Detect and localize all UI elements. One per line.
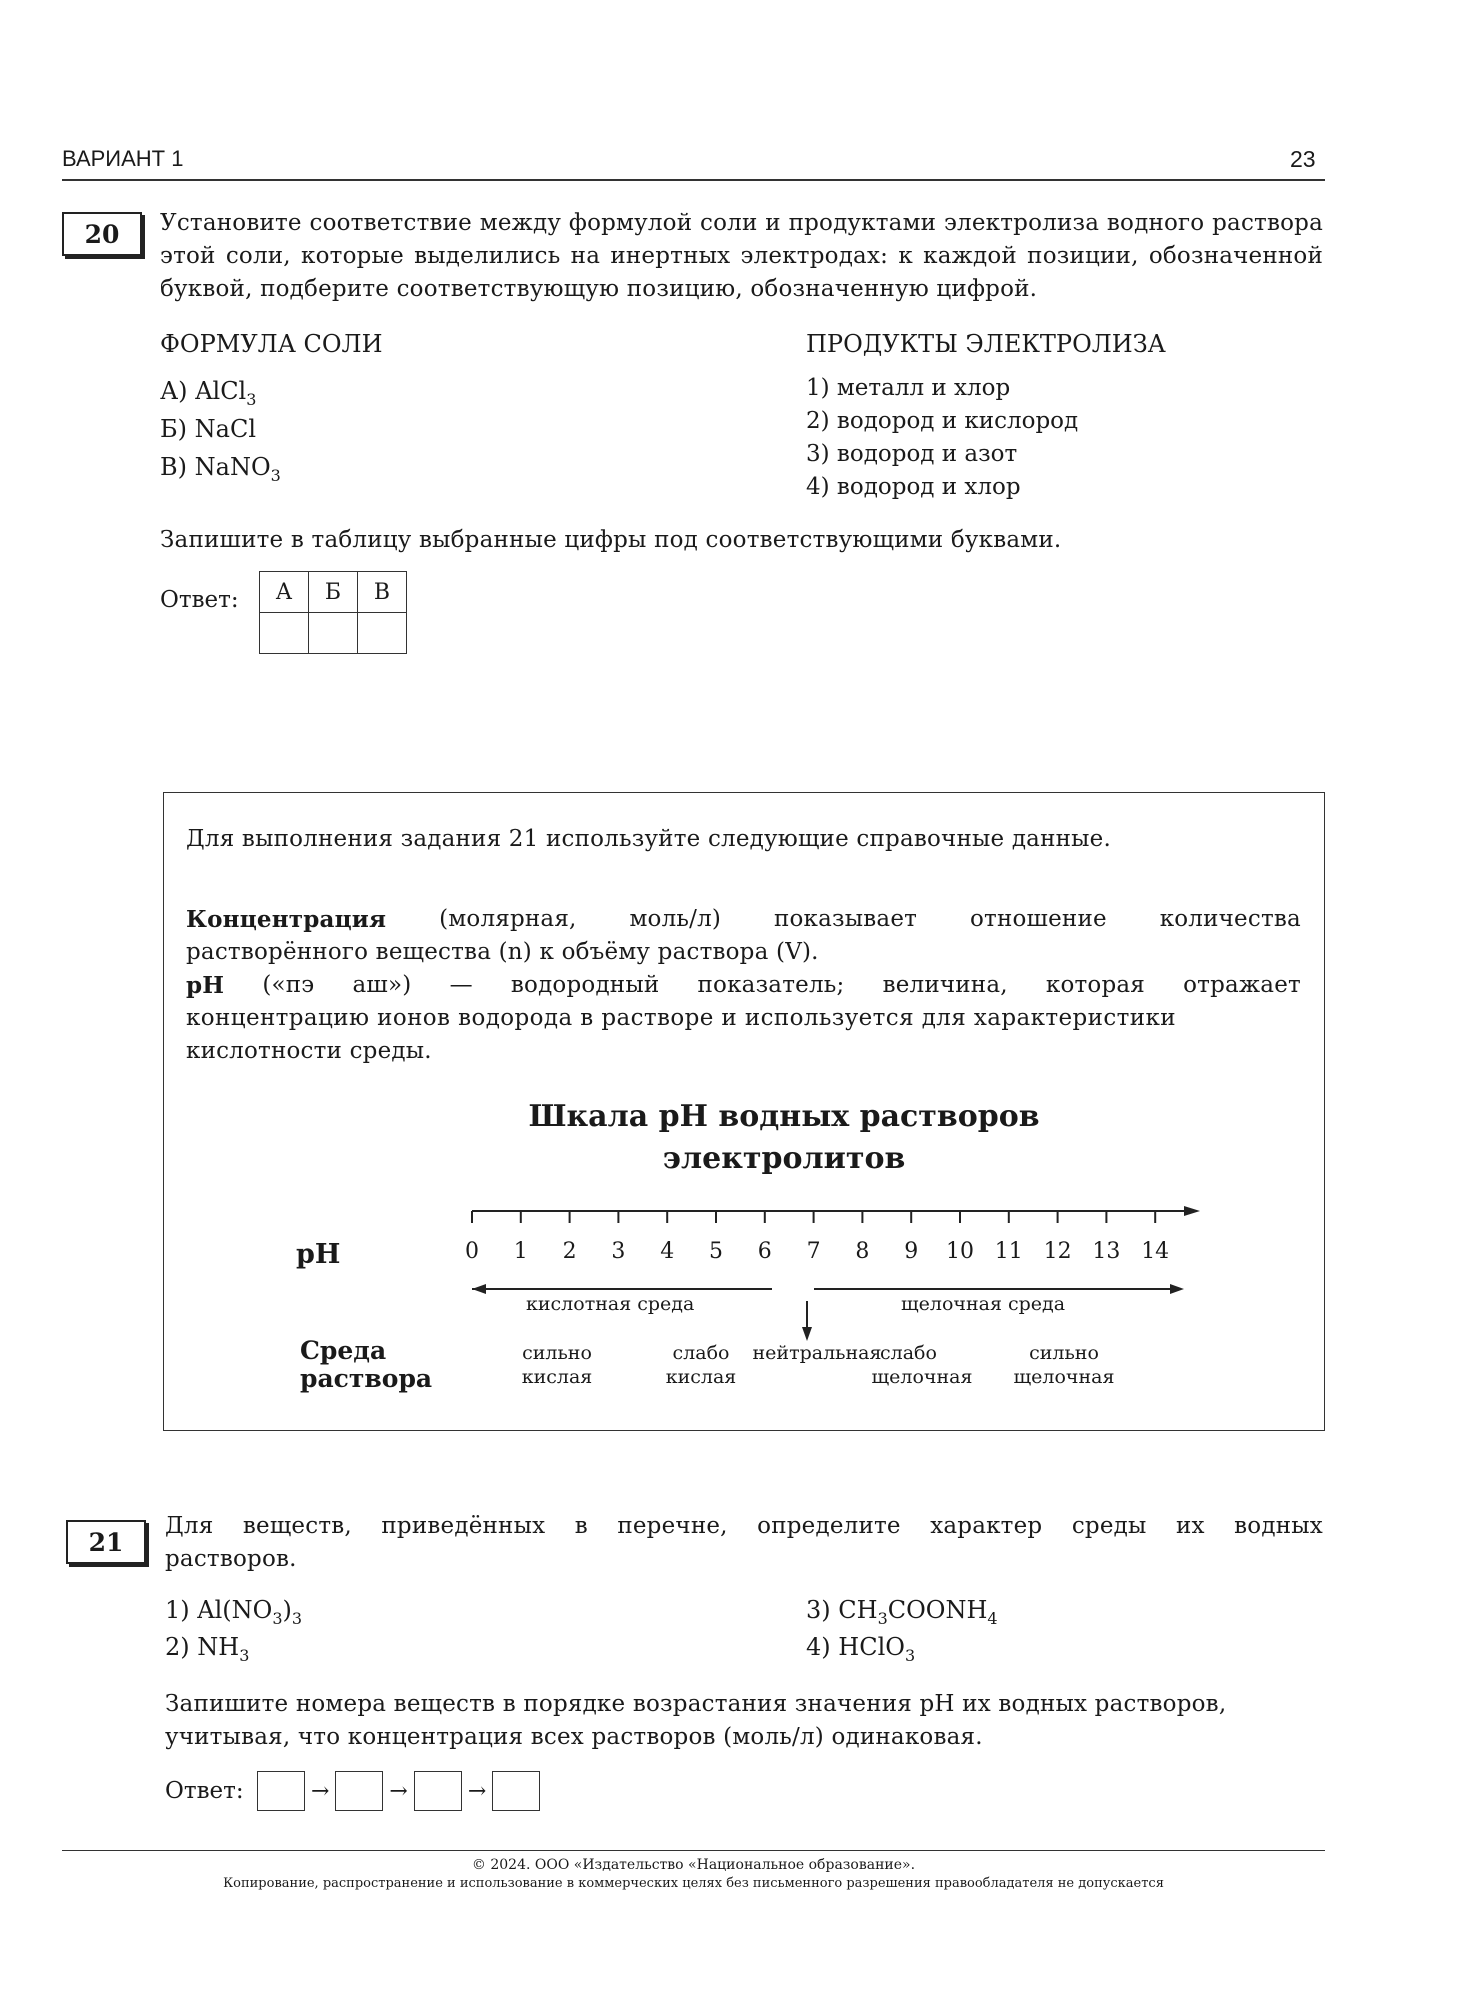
- copyright-line: © 2024. ООО «Издательство «Национальное образование».: [471, 1857, 916, 1873]
- ph-tick-label: 14: [1141, 1239, 1170, 1264]
- concentration-line1: Концентрация (молярная, моль/л) показывает отношение количества: [186, 903, 1301, 936]
- env-weak-acid: слабо кислая: [665, 1342, 737, 1388]
- answer-header-b: Б: [309, 572, 358, 613]
- env-strong-base: сильно щелочная: [1013, 1342, 1115, 1388]
- ph-tick-label: 7: [806, 1239, 821, 1264]
- header-rule: [62, 179, 1325, 181]
- substance-item-1: 1) $Al(NO_3)_3$: [165, 1596, 303, 1628]
- salt-item-v: В) NaNO$_3$: [160, 453, 281, 485]
- product-item: 3) водород и азот: [806, 441, 1018, 467]
- environment-label: Среда раствора: [300, 1336, 433, 1393]
- ph-tick-label: 9: [904, 1239, 919, 1264]
- task-number-20-text: 20: [84, 219, 120, 249]
- info-intro: Для выполнения задания 21 используйте следующие справочные данные.: [186, 826, 1111, 852]
- answer-box-2[interactable]: [335, 1771, 383, 1811]
- ph-tick-label: 11: [994, 1239, 1023, 1264]
- ph-tick-label: 0: [465, 1239, 479, 1264]
- substance-item-4: 4) HClO$_3$: [806, 1633, 916, 1665]
- arrow-icon: →: [467, 1778, 487, 1804]
- ph-tick-label: 4: [660, 1239, 675, 1264]
- arrow-icon: →: [389, 1778, 408, 1804]
- task21-text-line1: Для веществ, приведённых в перечне, определите характер среды их водных: [165, 1513, 1323, 1539]
- answer-header-a: А: [260, 572, 309, 613]
- task-number-20: [62, 212, 142, 256]
- answer-cell-a[interactable]: [260, 613, 309, 654]
- task21-instruction: Запишите номера веществ в порядке возрастания значения pH их водных растворов, учитывая, что концентрация всех растворов (моль/л) одинаковая.: [165, 1691, 1227, 1750]
- task20-answer-label: Ответ:: [160, 587, 239, 613]
- salt-column-title: ФОРМУЛА СОЛИ: [160, 330, 383, 358]
- answer-box-3[interactable]: [414, 1771, 462, 1811]
- task20-answer-table: [259, 571, 407, 654]
- env-neutral: нейтральная: [752, 1342, 882, 1364]
- arrow-icon: →: [310, 1778, 330, 1804]
- products-column-title: ПРОДУКТЫ ЭЛЕКТРОЛИЗА: [806, 330, 1166, 358]
- product-item: 4) водород и хлор: [806, 474, 1021, 500]
- answer-header-v: В: [358, 572, 407, 613]
- page-number: 23: [1290, 146, 1316, 172]
- ph-line2: концентрацию ионов водорода в растворе и используется для характеристики: [186, 1005, 1177, 1031]
- substance-item-3: 3) $CH_3COONH_4$: [806, 1596, 998, 1628]
- substance-item-2: 2) $NH_3$: [165, 1633, 250, 1665]
- task-number-21-text: 21: [88, 1527, 124, 1557]
- env-strong-acid: сильно кислая: [521, 1342, 593, 1388]
- footer-rule: [62, 1850, 1325, 1851]
- ph-axis: [164, 793, 1324, 1430]
- ph-line3: кислотности среды.: [186, 1038, 432, 1064]
- task21-answer-label: Ответ:: [165, 1778, 244, 1804]
- salt-item-b: Б) NaCl: [160, 415, 256, 443]
- scale-title: Шкала pH водных растворов электролитов: [528, 1099, 1040, 1176]
- env-weak-base: слабо щелочная: [871, 1342, 973, 1388]
- task20-instruction: Запишите в таблицу выбранные цифры под соответствующими буквами.: [160, 527, 1062, 553]
- concentration-term: Концентрация: [186, 906, 387, 933]
- task21-answer: [165, 1771, 540, 1811]
- answer-box-4[interactable]: [492, 1771, 540, 1811]
- answer-cell-v[interactable]: [358, 613, 407, 654]
- answer-cell-b[interactable]: [309, 613, 358, 654]
- variant-label: ВАРИАНТ 1: [62, 146, 184, 171]
- ph-tick-label: 10: [946, 1239, 974, 1264]
- task20-text: Установите соответствие между формулой соли и продуктами электролиза водного раствора этой соли, которые выделились на инертных электродах: к каждой позиции, обозначенной буквой, подберите соответствующую позицию, обозначенную цифрой.: [160, 210, 1323, 302]
- salt-list: [160, 372, 281, 486]
- ph-tick-label: 13: [1092, 1239, 1121, 1264]
- acid-range-label: кислотная среда: [526, 1293, 695, 1315]
- ph-line1: pH («пэ аш») — водородный показатель; величина, которая отражает: [186, 972, 1301, 999]
- ph-tick-label: 2: [562, 1239, 577, 1264]
- ph-axis-label: pH: [296, 1239, 341, 1270]
- ph-tick-label: 8: [855, 1239, 870, 1264]
- reference-data-box: [163, 792, 1325, 1431]
- concentration-line2: растворённого вещества (n) к объёму раствора (V).: [186, 939, 819, 965]
- ph-tick-label: 12: [1043, 1239, 1072, 1264]
- product-item: 1) металл и хлор: [806, 375, 1011, 401]
- base-range-label: щелочная среда: [901, 1293, 1066, 1315]
- task-number-21: [66, 1520, 146, 1564]
- ph-tick-label: 6: [757, 1239, 772, 1264]
- answer-box-1[interactable]: [257, 1771, 305, 1811]
- salt-item-a: А) AlCl$_3$: [160, 377, 257, 409]
- copyright-notice: Копирование, распространение и использование в коммерческих целях без письменного разрешения правообладателя не допускается: [223, 1876, 1164, 1891]
- ph-tick-label: 3: [611, 1239, 626, 1264]
- task21-text-line2: растворов.: [165, 1546, 297, 1572]
- product-item: 2) водород и кислород: [806, 408, 1079, 434]
- ph-tick-label: 1: [513, 1239, 528, 1264]
- products-list: [806, 372, 1078, 504]
- ph-tick-label: 5: [709, 1239, 723, 1264]
